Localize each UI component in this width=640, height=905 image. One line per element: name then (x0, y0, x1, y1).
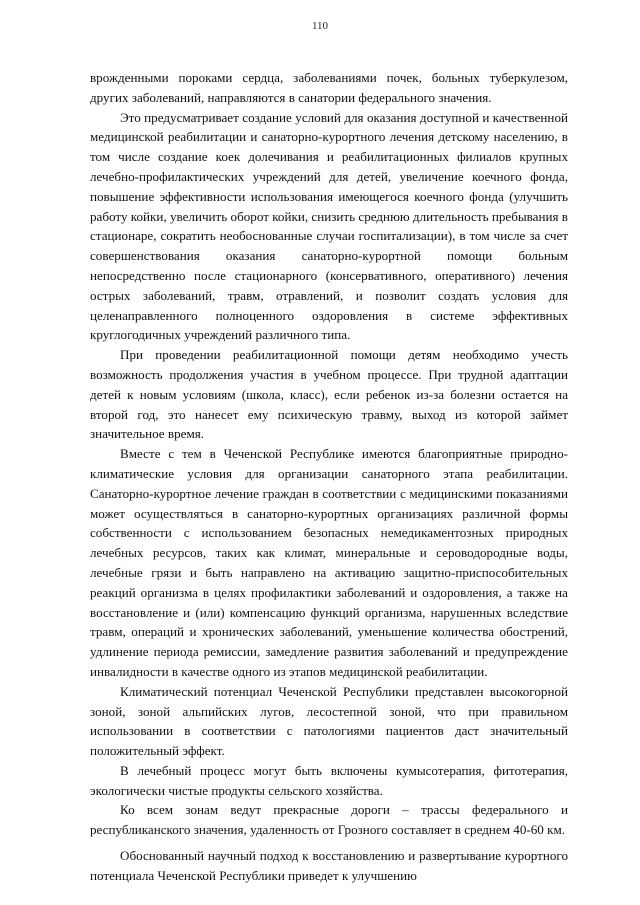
paragraph-6: В лечебный процесс могут быть включены кумысотерапия, фитотерапия, экологически чистые продукты сельского хозяйства. (90, 762, 568, 798)
page-number: 110 (311, 20, 329, 32)
paragraph-1: врожденными пороками сердца, заболеваниями почек, больных туберкулезом, других заболеваний, направляются в санатории федерального значения. (90, 70, 568, 105)
paragraph-3: При проведении реабилитационной помощи детям необходимо учесть возможность продолжения участия в учебном процессе. При трудной адаптации детей к новым условиям (школа, класс), если ребенок из-за болезни остается на второй год, это нанесет ему психическую травму, выход из которой займет значительное время. (90, 347, 568, 442)
paragraph-7: Ко всем зонам ведут прекрасные дороги – трассы федерального и республиканского значения, удаленность от Грозного составляет в среднем 40-60 км. (90, 802, 568, 838)
paragraph-2: Это предусматривает создание условий для оказания доступной и качественной медицинской реабилитации и санаторно-курортного лечения детскому населению, в том числе создание коек долечивания и реабилитационных филиалов крупных лечебно-профилактических учреждений для детей, увеличение коечного фонда, повышение эффективности использования имеющегося коечного фонда (улучшить работу койки, увеличить оборот койки, снизить среднюю длительность пребывания в стационаре, сократить необоснованные случаи госпитализации), в том числе за счет совершенствования оказания санаторно-курортной помощи больным непосредственно после стационарного (консервативного, оперативного) лечения острых заболеваний, травм, отравлений, и позволит создать условия для целенаправленного полноценного оздоровления в системе эффективных круглогодичных учреждений различного типа. (90, 109, 568, 343)
paragraph-5: Климатический потенциал Чеченской Республики представлен высокогорной зоной, зоной альпийских лугов, лесостепной зоной, что при правильном использовании в соответствии с патологиями пациентов даст значительный положительный эффект. (90, 683, 568, 759)
paragraph-8: Обоснованный научный подход к восстановлению и развертывание курортного потенциала Чеченской Республики приведет к улучшению (90, 848, 568, 883)
paragraph-4: Вместе с тем в Чеченской Республике имеются благоприятные природно-климатические условия для организации санаторного этапа реабилитации. Санаторно-курортное лечение граждан в соответствии с медицинскими показаниями может осуществляться в санаторно-курортных организациях различной формы собственности с использованием безопасных немедикаментозных природных лечебных ресурсов, таких как климат, минеральные и сероводородные воды, лечебные грязи и быть направлено на активацию защитно-приспособительных реакций организма в целях профилактики заболеваний и оздоровления, а также на восстановление и (или) компенсацию функций организма, нарушенных вследствие травм, операций и хронических заболеваний, уменьшение количества обострений, удлинение периода ремиссии, замедление развития заболеваний и предупреждение инвалидности в качестве одного из этапов медицинской реабилитации. (90, 446, 568, 679)
document-body (90, 68, 568, 886)
